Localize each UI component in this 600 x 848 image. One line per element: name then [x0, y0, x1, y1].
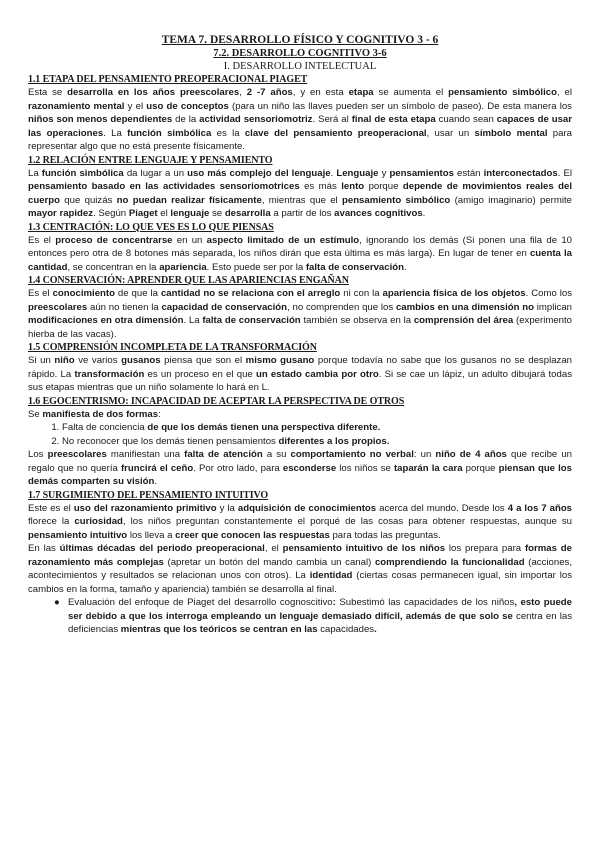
bold-term: capaces de usar las operaciones [28, 114, 572, 139]
bold-term: : [332, 597, 340, 608]
bold-term: lenguaje [170, 208, 210, 219]
text-run: de que la [114, 288, 161, 299]
text-run: y [378, 167, 390, 179]
bold-term: transformación [74, 368, 145, 380]
bold-term: identidad [309, 570, 353, 581]
list-item [62, 435, 572, 449]
text-run: se [209, 208, 225, 219]
text-run: Es el [28, 234, 56, 246]
bold-term: , esto puede ser debido a que los interroga empleando un lenguaje demasiado difícil, además de que solo se [68, 597, 572, 622]
text-run: , mientras que el [261, 194, 342, 206]
bold-term: falta de atención [184, 449, 263, 460]
text-run: el [157, 208, 171, 219]
text-run: es la [211, 127, 245, 139]
text-run: . [403, 261, 407, 273]
text-run: , no comprenden que los [287, 301, 396, 313]
bold-term: uso de conceptos [146, 100, 229, 112]
text-run: No reconocer que los demás tienen pensamientos [62, 435, 276, 447]
text-run: Si un [28, 355, 55, 366]
paragraph-1-6 [28, 448, 572, 489]
paragraph-1-5 [28, 354, 572, 395]
text-run: también se observa en la [300, 315, 414, 326]
bold-term: conocimiento [52, 288, 115, 299]
text-run: : [158, 408, 161, 420]
bold-term: de que los demás tienen una perspectiva diferente. [144, 422, 381, 433]
text-run: (amigo imaginario) permite [450, 194, 572, 206]
bold-term: uso más complejo del lenguaje [187, 167, 331, 179]
bold-term: apariencia [159, 261, 207, 273]
bold-term: símbolo mental [474, 127, 548, 139]
bold-term: función simbólica [41, 167, 124, 179]
text-run: . Será al [312, 114, 352, 125]
bold-term: final de esta etapa [351, 114, 436, 125]
bold-term: formas de razonamiento más complejas [28, 543, 572, 568]
bold-term: falta de conservación [202, 315, 301, 326]
text-run: Falta de conciencia [62, 422, 145, 433]
text-run: En las [28, 543, 60, 554]
bullet-text [68, 597, 572, 635]
text-run: Evaluación del enfoque de Piaget del desarrollo cognoscitivo [68, 597, 333, 608]
bold-term: taparán la cara [393, 462, 463, 474]
evaluation-list [28, 596, 572, 637]
bold-term: lento [341, 181, 365, 192]
text-run: a su [262, 449, 291, 460]
text-run: . Por otro lado, para [193, 462, 283, 474]
bold-term: función simbólica [127, 127, 212, 139]
text-run: que quizás [60, 194, 117, 206]
text-run: (acciones, acontecimientos y resultados se relacionan unos con otros). La [28, 556, 572, 581]
paragraph-1-7-b [28, 542, 572, 596]
text-run: aún no tienen la [87, 301, 162, 313]
bold-term: aspecto limitado de un estímulo [206, 234, 360, 246]
text-run: los lleva a [127, 529, 176, 541]
text-run: . [330, 167, 337, 179]
bold-term: un estado cambia por otro [255, 368, 379, 380]
text-run: , los niños preguntan constantemente el porqué de las cosas para obtener respuestas, aunque su [122, 516, 573, 527]
bold-term: clave del pensamiento preoperacional [244, 127, 427, 139]
text-run: (para un niño las llaves pueden ser un símbolo de paseo). De esta manera los [228, 100, 572, 112]
bold-term: pensamiento intuitivo de los niños [282, 543, 446, 554]
bold-term: comprendiendo la funcionalidad [374, 556, 525, 568]
text-run: están [453, 167, 484, 179]
text-run: . Como los [525, 288, 573, 299]
text-run: de la [172, 114, 200, 125]
bold-term: fruncirá el ceño [120, 462, 194, 474]
text-run: cuando sean [435, 114, 497, 125]
text-run: implican [534, 301, 572, 313]
text-run: acerca del mundo. Desde los [376, 502, 508, 514]
text-run: . La [183, 315, 203, 326]
document-title: TEMA 7. DESARROLLO FÍSICO Y COGNITIVO 3 - 6 [161, 34, 439, 46]
text-run: los prepara para [445, 543, 525, 554]
text-run: Es el [28, 288, 53, 299]
bold-term: últimas décadas del periodo preoperacional [59, 543, 265, 554]
bold-term: niño de 4 años [435, 449, 507, 460]
bold-term: curiosidad [74, 516, 123, 527]
text-run: , y en esta [292, 87, 349, 98]
text-run: La [28, 167, 42, 179]
text-run: es más [299, 181, 342, 192]
heading-1-5: 1.5 COMPRENSIÓN INCOMPLETA DE LA TRANSFORMACIÓN [28, 342, 317, 353]
text-run: manifiestan una [106, 449, 185, 460]
text-run: ve varios [74, 355, 122, 366]
text-run: (experimento hierba de las vacas). [28, 315, 572, 340]
bold-term: comprensión del área [413, 315, 514, 326]
bold-term: cantidad no se relaciona con el arreglo [160, 288, 341, 299]
bold-term: diferentes a los propios. [275, 435, 390, 447]
text-run: se aumenta el [373, 87, 449, 98]
paragraph-1-3 [28, 234, 572, 275]
text-run: . Si se cae un lápiz, un adulto dibujará todas sus etapas mientras que un niño solamente lo hará en L. [28, 368, 572, 393]
heading-1-2: 1.2 RELACIÓN ENTRE LENGUAJE Y PENSAMIENTO [28, 154, 273, 166]
text-run: Subestimó las capacidades de los niños [339, 597, 515, 608]
bold-term: modificaciones en otra dimensión [28, 315, 184, 326]
text-run: florece la [28, 516, 75, 527]
paragraph-1-1 [28, 86, 572, 154]
heading-1-7: 1.7 SURGIMIENTO DEL PENSAMIENTO INTUITIVO [28, 489, 269, 501]
document-subtitle: 7.2. DESARROLLO COGNITIVO 3-6 [213, 48, 387, 59]
heading-1-4: 1.4 CONSERVACIÓN: APRENDER QUE LAS APARIENCIAS ENGAÑAN [28, 275, 349, 286]
bold-term: esconderse [282, 462, 337, 474]
bold-term: capacidad de conservación [161, 301, 288, 313]
bullet-icon: ● [54, 597, 60, 608]
text-run: para representar algo que no está presente físicamente. [28, 127, 573, 152]
heading-1-1: 1.1 ETAPA DEL PENSAMIENTO PREOPERACIONAL PIAGET [28, 74, 308, 85]
text-run: centra en las deficiencias [68, 610, 572, 635]
text-run: , [239, 87, 247, 98]
text-run: . La [103, 127, 128, 139]
bold-term: Piaget [128, 208, 158, 219]
paragraph-1-6-intro [28, 408, 572, 422]
text-run: que recibe un regalo que no quería [28, 449, 573, 474]
text-run: Se [28, 408, 43, 420]
paragraph-1-4 [28, 287, 572, 341]
bold-term: no puedan realizar físicamente [116, 194, 262, 206]
text-run: ni con la [340, 288, 383, 299]
text-run: Este es el [28, 502, 74, 514]
section-title: I. DESARROLLO INTELECTUAL [223, 61, 377, 72]
bold-term: proceso de concentrarse [55, 234, 173, 246]
bold-term: 2 -7 años [246, 87, 293, 98]
text-run: y la [216, 502, 238, 514]
bold-term: pensamiento intuitivo [28, 529, 128, 541]
text-run: da lugar a un [123, 167, 188, 179]
bold-term: mayor rapidez [28, 208, 94, 219]
bold-term: . [374, 624, 377, 635]
text-run: , el [556, 87, 572, 98]
bold-term: pensamiento simbólico [342, 194, 451, 206]
text-run: en un [172, 234, 207, 246]
bold-term: desarrolla [224, 208, 271, 219]
bold-term: cuenta la cantidad [28, 248, 572, 273]
bold-term: Lenguaje [336, 167, 379, 179]
bold-term: preescolares [28, 301, 88, 313]
bold-term: depende de movimientos reales del cuerpo [28, 181, 572, 206]
bold-term: mismo gusano [245, 355, 315, 366]
bold-term: etapa [348, 87, 374, 98]
text-run: y el [124, 100, 147, 112]
paragraph-1-2 [28, 167, 572, 221]
text-run: piensa que son el [160, 355, 246, 366]
text-run: . El [557, 167, 572, 179]
bold-term: avances cognitivos [334, 208, 423, 219]
text-run: es un proceso en el que [144, 368, 256, 380]
list-item [62, 421, 572, 435]
bold-term: actividad sensoriomotriz [199, 114, 313, 125]
bold-term: preescolares [47, 449, 107, 460]
bold-term: pensamiento simbólico [448, 87, 557, 98]
text-run: a partir de los [270, 208, 335, 219]
bold-term: comportamiento no verbal [290, 449, 414, 460]
bold-term: pensamiento basado en las actividades sensoriomotrices [28, 181, 300, 192]
text-run: capacidades [320, 624, 375, 635]
bold-term: gusanos [121, 355, 161, 366]
text-run: porque [462, 462, 499, 474]
text-run: (ciertas cosas permanecen igual, sin importar los cambios en la forma, tamaño y apariencia) también se desarrolla al final. [28, 570, 572, 595]
text-run: , se concentran en la [67, 261, 160, 273]
list-item [54, 596, 572, 637]
heading-1-6: 1.6 EGOCENTRISMO: INCAPACIDAD DE ACEPTAR LA PERSPECTIVA DE OTROS [28, 395, 405, 407]
text-run: . Esto puede ser por la [206, 261, 306, 273]
bold-term: desarrolla en los años preescolares [67, 87, 240, 98]
text-run: , ignorando los demás (Si ponen una fila de 10 entonces pero otra de 8 botones más separada, los niños dirán que esta última es más larga). En lugar de tener en [28, 234, 572, 259]
text-run: . [422, 208, 426, 219]
heading-1-3: 1.3 CENTRACIÓN: LO QUE VES ES LO QUE PIENSAS [28, 221, 274, 233]
bold-term: niños son menos dependientes [28, 114, 173, 125]
text-run: . Según [93, 208, 129, 219]
text-run: porque todavía no sabe que los gusanos no se desplazan rápido. La [28, 355, 572, 380]
text-run: porque [364, 181, 403, 192]
bold-term: razonamiento mental [28, 100, 125, 112]
bold-term: manifiesta de dos formas [42, 408, 159, 420]
bold-term: interconectados [483, 167, 558, 179]
text-run: , el [264, 543, 283, 554]
bold-term: uso del razonamiento primitivo [73, 502, 217, 514]
paragraph-1-7-a [28, 502, 572, 543]
bold-term: falta de conservación [305, 261, 404, 273]
bold-term: creer que conocen las respuestas [175, 529, 330, 541]
text-run: Los [28, 449, 48, 460]
bold-term: adquisición de conocimientos [237, 502, 377, 514]
bold-term: pensamientos [389, 167, 454, 179]
text-run: para todas las preguntas. [329, 529, 441, 541]
bold-term: apariencia física de los objetos [382, 288, 526, 299]
text-run: . [154, 476, 158, 487]
bold-term: 4 a los 7 años [507, 502, 573, 514]
text-run: (apretar un botón del mando cambia un canal) [163, 556, 375, 568]
text-run: : un [413, 449, 436, 460]
bold-term: piensan que los demás comparten su visión [28, 462, 572, 487]
text-run: Esta se [28, 87, 68, 98]
egocentrism-list [28, 421, 572, 448]
text-run: los niños se [336, 462, 394, 474]
text-run: , usar un [426, 127, 475, 139]
bold-term: cambios en una dimensión no [395, 301, 534, 313]
bold-term: mientras que los teóricos se centran en las [118, 624, 321, 635]
bold-term: niño [54, 355, 75, 366]
